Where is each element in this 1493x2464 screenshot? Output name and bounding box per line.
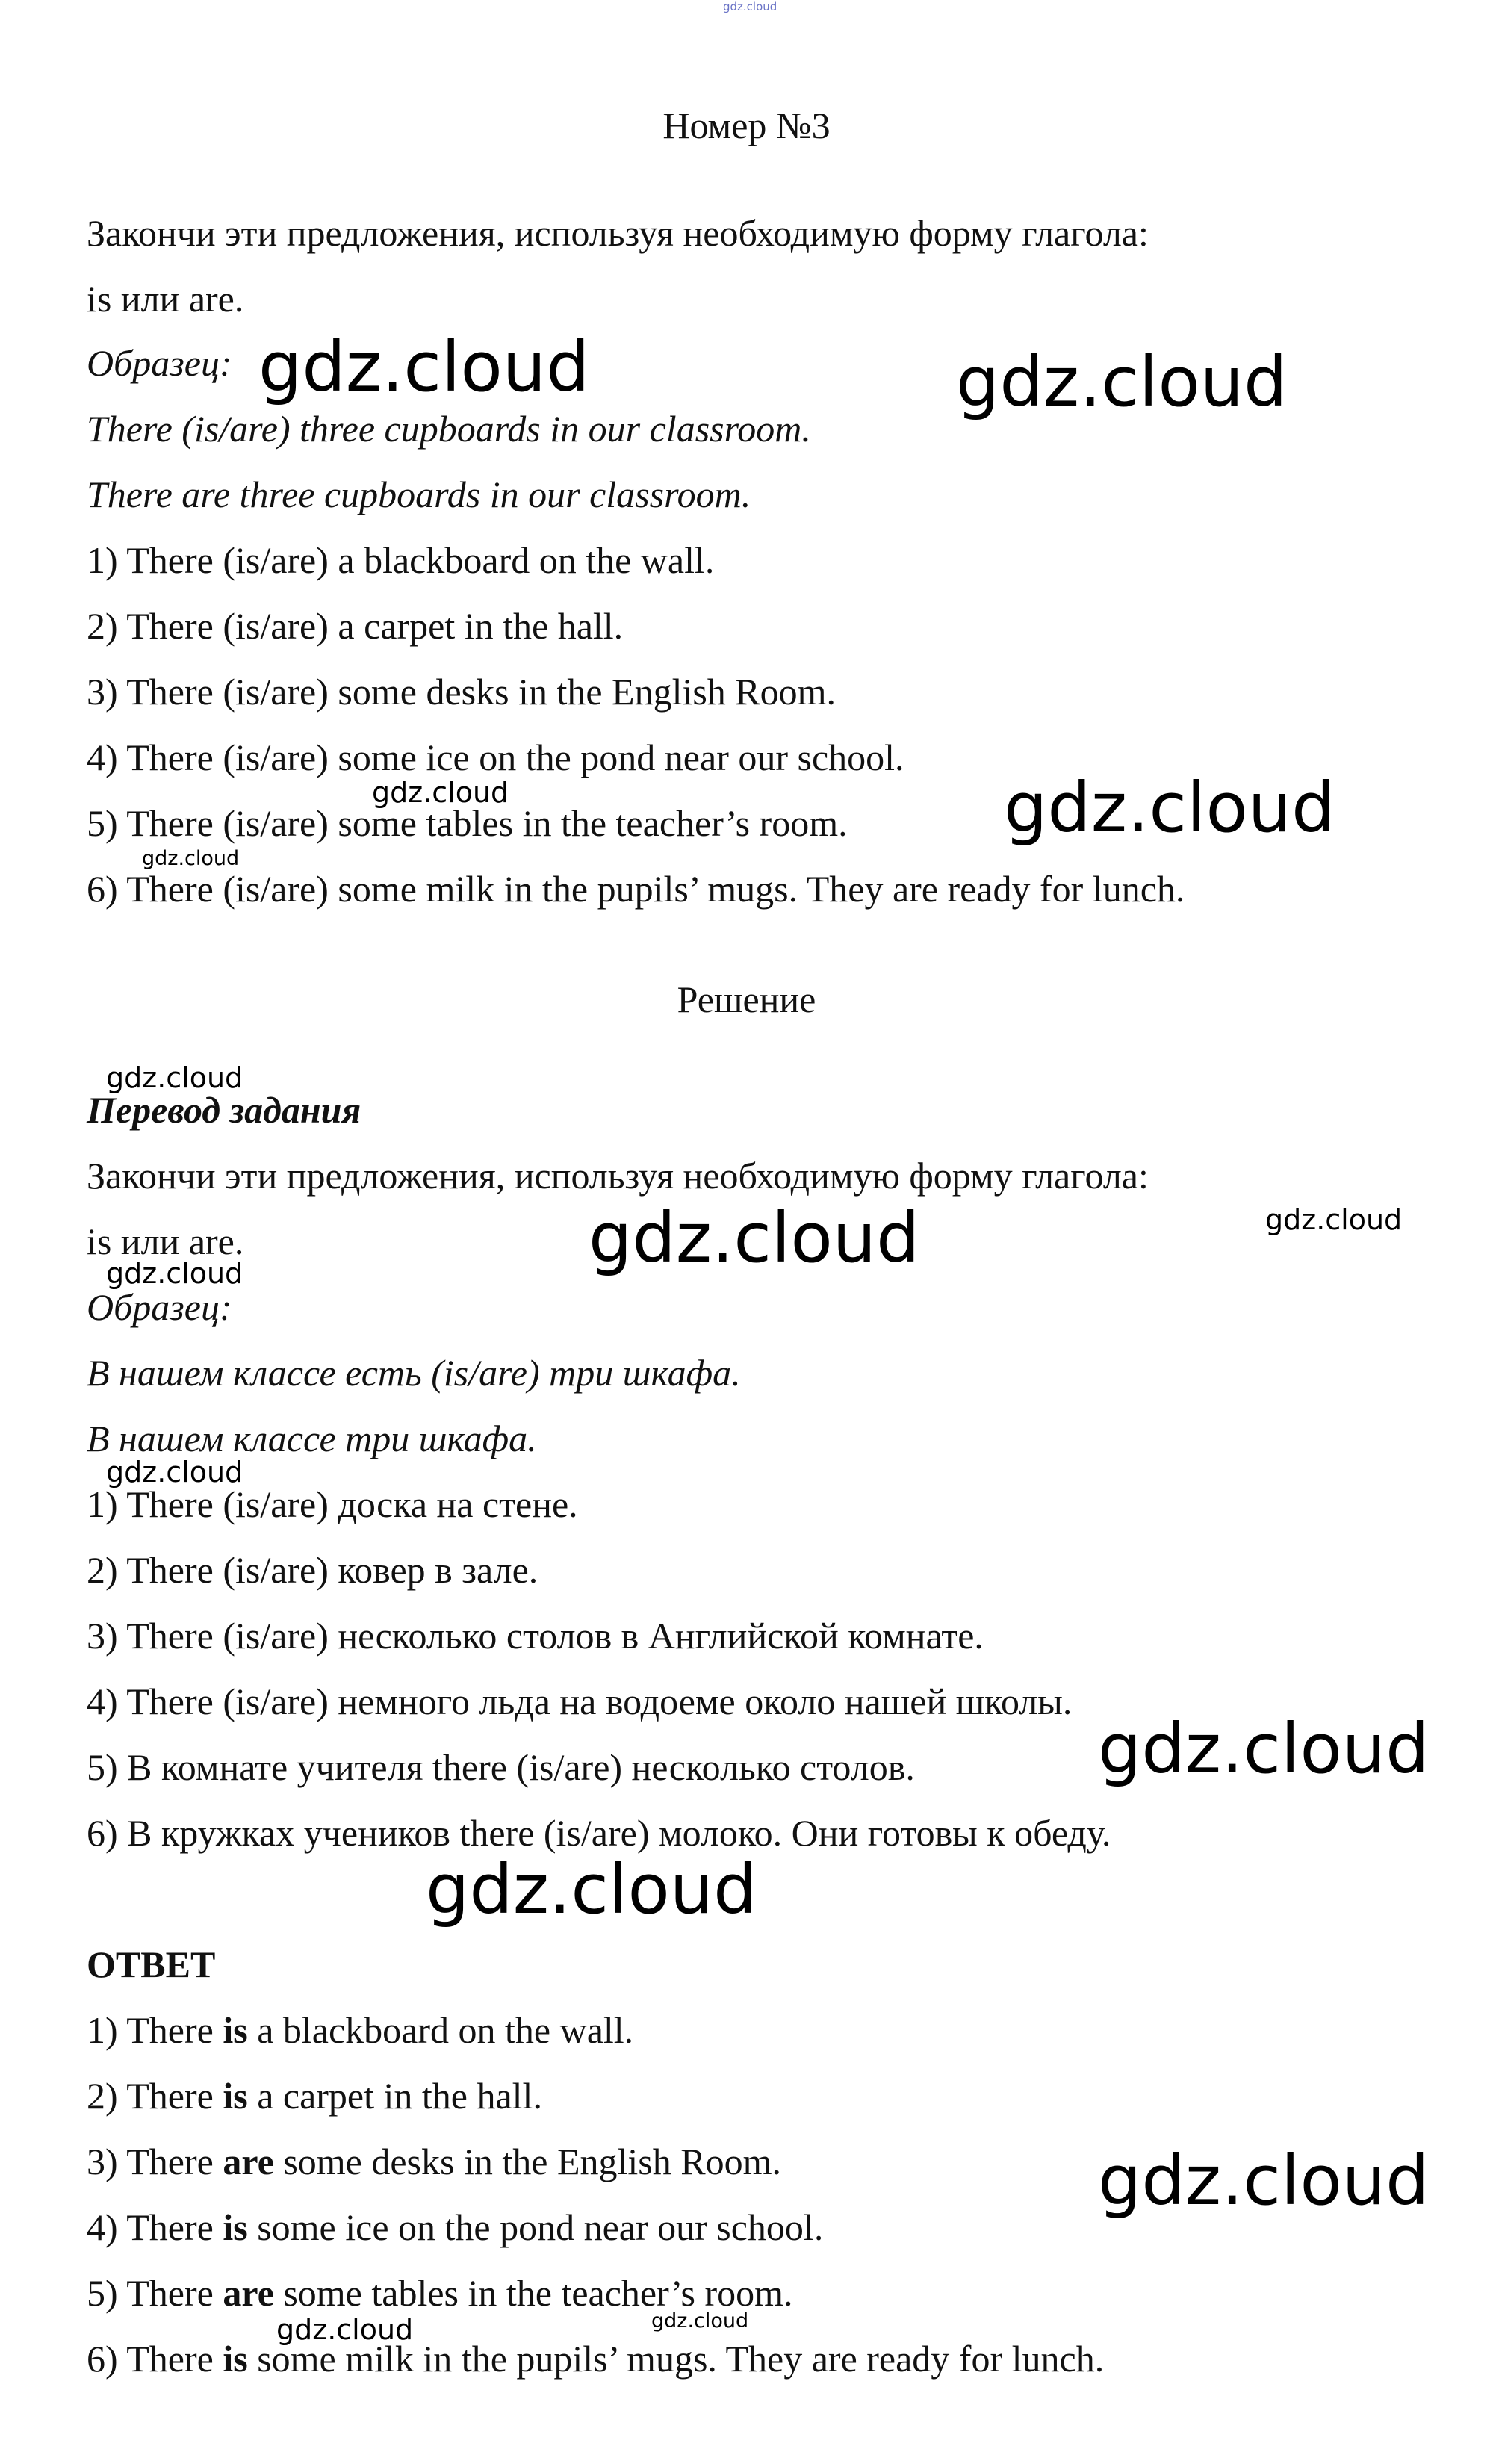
- watermark: gdz.cloud: [1098, 2141, 1430, 2221]
- answer-item-4: 4) There is some ice on the pond near our school.: [87, 2206, 824, 2248]
- answer-item-1: 1) There is a blackboard on the wall.: [87, 2009, 634, 2051]
- watermark: gdz.cloud: [276, 2313, 414, 2346]
- watermark: gdz.cloud: [589, 1198, 920, 1278]
- task-example-question: There (is/are) three cupboards in our classroom.: [87, 408, 811, 450]
- task-item-3: 3) There (is/are) some desks in the English Room.: [87, 671, 836, 713]
- solution-heading: Решение: [677, 978, 816, 1020]
- answer-verb: is: [223, 2338, 248, 2380]
- watermark: gdz.cloud: [106, 1456, 243, 1489]
- task-item-5: 5) There (is/are) some tables in the teacher’s room.: [87, 802, 848, 844]
- watermark: gdz.cloud: [1265, 1203, 1403, 1236]
- translation-item-2: 2) There (is/are) ковер в зале.: [87, 1549, 538, 1591]
- task-instruction-line-1: Закончи эти предложения, используя необходимую форму глагола:: [87, 212, 1149, 254]
- watermark: gdz.cloud: [258, 327, 590, 407]
- answer-heading: ОТВЕТ: [87, 1943, 216, 1985]
- watermark: gdz.cloud: [1098, 1709, 1430, 1789]
- translation-item-6: 6) В кружках учеников there (is/are) молоко. Они готовы к обеду.: [87, 1812, 1111, 1854]
- watermark: gdz.cloud: [723, 0, 777, 13]
- translation-instruction-line-1: Закончи эти предложения, используя необходимую форму глагола:: [87, 1155, 1149, 1197]
- answer-verb: is: [223, 2009, 248, 2051]
- answer-item-5: 5) There are some tables in the teacher’s room.: [87, 2272, 793, 2314]
- answer-item-3: 3) There are some desks in the English Room.: [87, 2141, 781, 2182]
- translation-item-1: 1) There (is/are) доска на стене.: [87, 1483, 578, 1525]
- translation-item-4: 4) There (is/are) немного льда на водоеме около нашей школы.: [87, 1681, 1073, 1722]
- watermark: gdz.cloud: [956, 342, 1288, 422]
- translation-item-5: 5) В комнате учителя there (is/are) несколько столов.: [87, 1746, 915, 1788]
- translation-example-label: Образец:: [87, 1286, 232, 1328]
- translation-instruction-line-2: is или are.: [87, 1220, 244, 1262]
- watermark: gdz.cloud: [372, 776, 509, 809]
- answer-verb: is: [223, 2075, 248, 2117]
- answer-item-2: 2) There is a carpet in the hall.: [87, 2075, 542, 2117]
- watermark: gdz.cloud: [426, 1849, 757, 1929]
- task-item-4: 4) There (is/are) some ice on the pond near our school.: [87, 736, 904, 778]
- watermark: gdz.cloud: [651, 2309, 749, 2333]
- answer-verb: is: [223, 2206, 248, 2248]
- page-title: Номер №3: [662, 105, 831, 146]
- task-item-6: 6) There (is/are) some milk in the pupils’ mugs. They are ready for lunch.: [87, 868, 1185, 910]
- answer-item-6: 6) There is some milk in the pupils’ mugs. They are ready for lunch.: [87, 2338, 1105, 2380]
- task-example-label: Образец:: [87, 342, 232, 384]
- task-item-1: 1) There (is/are) a blackboard on the wall.: [87, 539, 715, 581]
- translation-item-3: 3) There (is/are) несколько столов в Английской комнате.: [87, 1615, 984, 1657]
- translation-example-answer: В нашем классе три шкафа.: [87, 1418, 537, 1459]
- answer-verb: are: [223, 2272, 274, 2314]
- watermark: gdz.cloud: [106, 1061, 243, 1094]
- task-example-answer: There are three cupboards in our classroom.: [87, 474, 751, 515]
- translation-example-question: В нашем классе есть (is/are) три шкафа.: [87, 1352, 741, 1394]
- answer-verb: are: [223, 2141, 274, 2182]
- watermark: gdz.cloud: [1004, 768, 1335, 848]
- task-instruction-line-2: is или are.: [87, 278, 244, 320]
- translation-heading: Перевод задания: [87, 1089, 361, 1131]
- watermark: gdz.cloud: [142, 847, 240, 870]
- task-item-2: 2) There (is/are) a carpet in the hall.: [87, 605, 624, 647]
- watermark: gdz.cloud: [106, 1257, 243, 1290]
